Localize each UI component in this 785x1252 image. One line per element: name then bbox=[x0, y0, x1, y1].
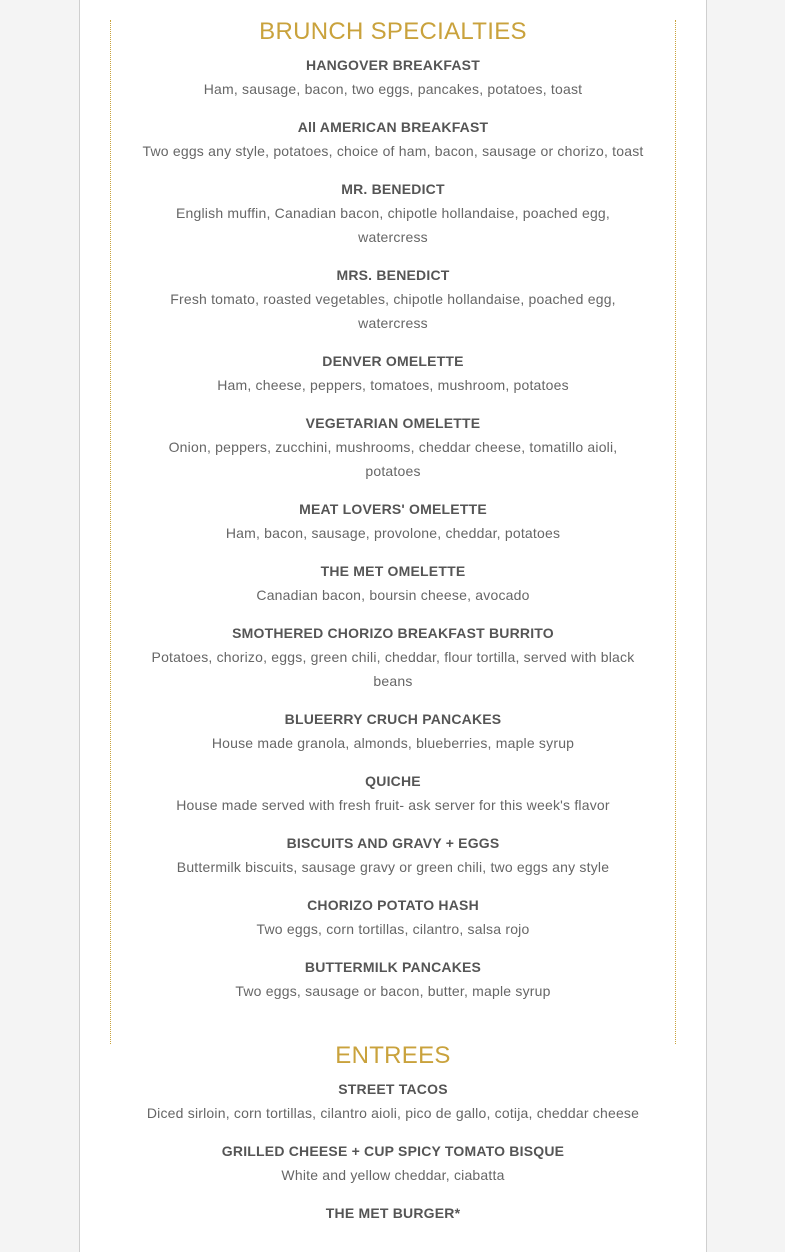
menu-item bbox=[132, 497, 654, 545]
menu-item-description: Ham, sausage, bacon, two eggs, pancakes, potatoes, toast bbox=[203, 81, 583, 97]
menu-item-description: Onion, peppers, zucchini, mushrooms, cheddar cheese, tomatillo aioli, potatoes bbox=[168, 439, 618, 479]
entrees-section-title: ENTREES bbox=[335, 1042, 451, 1069]
menu-item-description: Buttermilk biscuits, sausage gravy or green chili, two eggs any style bbox=[176, 859, 610, 875]
menu-item-name: THE MET OMELETTE bbox=[320, 563, 466, 579]
menu-item-name: MEAT LOVERS' OMELETTE bbox=[299, 501, 487, 517]
menu-item bbox=[132, 411, 654, 483]
menu-item-description: Fresh tomato, roasted vegetables, chipotle hollandaise, poached egg, watercress bbox=[170, 291, 616, 331]
menu-item-description: Ham, cheese, peppers, tomatoes, mushroom, potatoes bbox=[217, 377, 569, 393]
menu-item-description: Two eggs any style, potatoes, choice of ham, bacon, sausage or chorizo, toast bbox=[142, 143, 644, 159]
menu-item bbox=[132, 955, 654, 1003]
menu-item-name: BISCUITS AND GRAVY + EGGS bbox=[286, 835, 500, 851]
menu-item-name: SMOTHERED CHORIZO BREAKFAST BURRITO bbox=[232, 625, 554, 641]
menu-item bbox=[132, 1139, 654, 1187]
menu-item-name: DENVER OMELETTE bbox=[322, 353, 464, 369]
menu-item-description: English muffin, Canadian bacon, chipotle hollandaise, poached egg, watercress bbox=[175, 205, 611, 245]
menu-item-name: CHORIZO POTATO HASH bbox=[307, 897, 479, 913]
menu-item bbox=[132, 177, 654, 249]
menu-item bbox=[132, 1077, 654, 1125]
menu-item bbox=[132, 559, 654, 607]
menu-item bbox=[132, 53, 654, 101]
menu-item bbox=[132, 893, 654, 941]
menu-item-description: Ham, bacon, sausage, provolone, cheddar, potatoes bbox=[225, 525, 561, 541]
menu-item bbox=[132, 115, 654, 163]
menu-item bbox=[132, 621, 654, 693]
menu-item-description: Diced sirloin, corn tortillas, cilantro aioli, pico de gallo, cotija, cheddar cheese bbox=[146, 1105, 640, 1121]
menu-item-name: MRS. BENEDICT bbox=[336, 267, 450, 283]
menu-item-name: STREET TACOS bbox=[338, 1081, 448, 1097]
menu-item-name: MR. BENEDICT bbox=[341, 181, 445, 197]
menu-item-name: All AMERICAN BREAKFAST bbox=[297, 119, 489, 135]
menu-item bbox=[132, 263, 654, 335]
menu-item-name: VEGETARIAN OMELETTE bbox=[305, 415, 481, 431]
menu-item bbox=[132, 349, 654, 397]
menu-page bbox=[79, 0, 707, 1252]
menu-item-name: GRILLED CHEESE + CUP SPICY TOMATO BISQUE bbox=[221, 1143, 565, 1159]
menu-item-name: HANGOVER BREAKFAST bbox=[306, 57, 480, 73]
menu-item-description: Two eggs, sausage or bacon, butter, maple syrup bbox=[235, 983, 551, 999]
menu-item bbox=[132, 1201, 654, 1225]
menu-item-name: THE MET BURGER* bbox=[325, 1205, 461, 1221]
menu-item bbox=[132, 769, 654, 817]
menu-item-description: White and yellow cheddar, ciabatta bbox=[281, 1167, 505, 1183]
menu-item-name: BUTTERMILK PANCAKES bbox=[304, 959, 482, 975]
entrees-items-list bbox=[132, 1077, 654, 1239]
menu-item-description: House made granola, almonds, blueberries, maple syrup bbox=[211, 735, 575, 751]
brunch-items-list bbox=[132, 53, 654, 1017]
menu-item-description: Two eggs, corn tortillas, cilantro, salsa rojo bbox=[256, 921, 530, 937]
menu-item-description: Potatoes, chorizo, eggs, green chili, cheddar, flour tortilla, served with black beans bbox=[151, 649, 635, 689]
menu-item bbox=[132, 707, 654, 755]
menu-item-description: Canadian bacon, boursin cheese, avocado bbox=[256, 587, 530, 603]
menu-item bbox=[132, 831, 654, 879]
menu-item-name: QUICHE bbox=[365, 773, 421, 789]
menu-item-description: House made served with fresh fruit- ask server for this week's flavor bbox=[176, 797, 610, 813]
brunch-section-title: BRUNCH SPECIALTIES bbox=[259, 18, 527, 45]
menu-item-name: BLUEERRY CRUCH PANCAKES bbox=[284, 711, 502, 727]
